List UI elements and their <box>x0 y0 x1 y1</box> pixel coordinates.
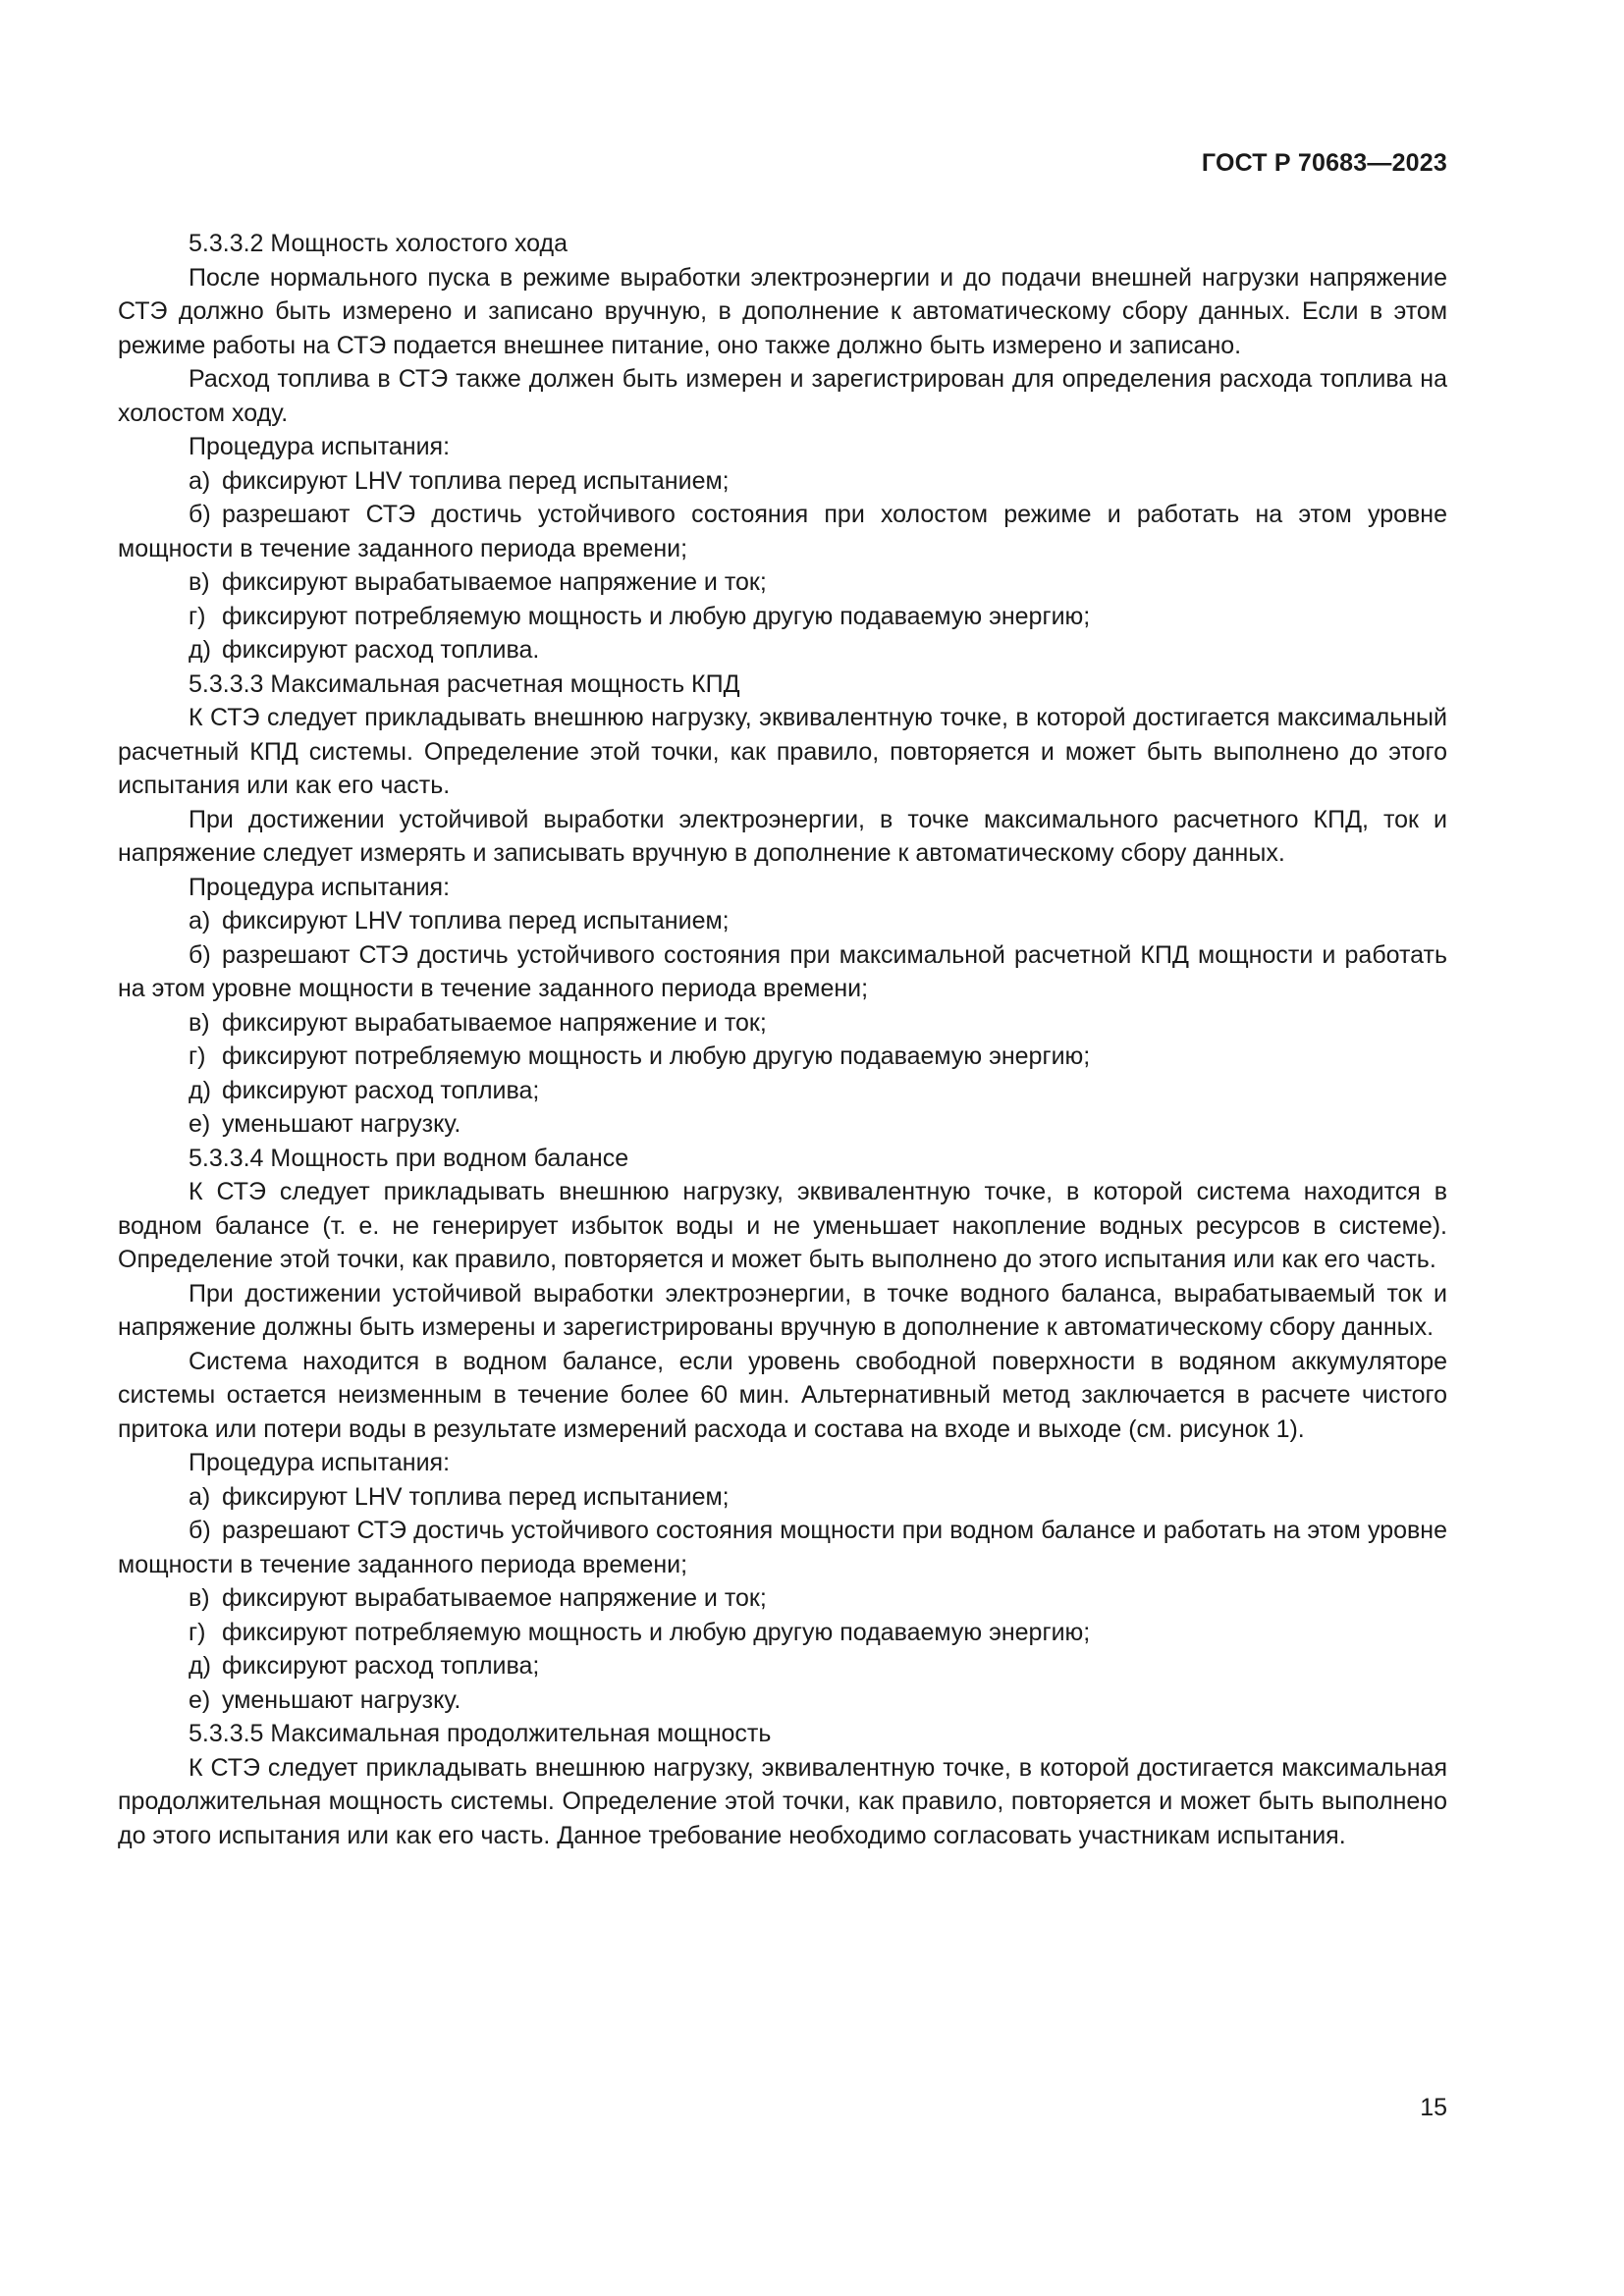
paragraph: К СТЭ следует прикладывать внешнюю нагрузку, эквивалентную точке, в которой достигается максимальная продолжительная мощность системы. Определение этой точки, как правило, повторяется и может быть выполнено до этого испытания или как его часть. Данное требование необходимо согласовать участникам испытания. <box>118 1753 1447 1849</box>
list-item-text: фиксируют вырабатываемое напряжение и ток; <box>222 568 767 596</box>
paragraph: К СТЭ следует прикладывать внешнюю нагрузку, эквивалентную точке, в которой система находится в водном балансе (т. е. не генерирует избыток воды и не уменьшает накопление водных ресурсов в системе). Определение этой точки, как правило, повторяется и может быть выполнено до этого испытания или как его часть. <box>118 1178 1447 1273</box>
section-heading: 5.3.3.4 Мощность при водном балансе <box>189 1144 629 1172</box>
list-marker: е) <box>189 1110 211 1138</box>
list-marker: г) <box>189 1618 206 1646</box>
list-item-text: разрешают СТЭ достичь устойчивого состояния при холостом режиме и работать на этом уровне мощности в течение заданного периода времени; <box>118 501 1447 562</box>
list-item-text: уменьшают нагрузку. <box>222 1685 461 1714</box>
list-item <box>118 1581 1447 1616</box>
list-item-text: фиксируют потребляемую мощность и любую другую подаваемую энергию; <box>222 602 1091 630</box>
list-item <box>118 938 1447 1006</box>
list-marker: г) <box>189 1042 206 1070</box>
list-item <box>118 1514 1447 1581</box>
page-number: 15 <box>1420 2094 1447 2121</box>
list-item <box>118 600 1447 634</box>
paragraph: Расход топлива в СТЭ также должен быть измерен и зарегистрирован для определения расхода топлива на холостом ходу. <box>118 365 1447 427</box>
procedure-label: Процедура испытания: <box>189 1449 451 1476</box>
list-item <box>118 464 1447 499</box>
list-marker: д) <box>189 1076 211 1104</box>
list-marker: г) <box>189 602 206 630</box>
list-item-text: фиксируют LHV топлива перед испытанием; <box>222 907 730 934</box>
section-heading: 5.3.3.3 Максимальная расчетная мощность КПД <box>189 669 740 698</box>
list-item-text: фиксируют расход топлива. <box>222 636 540 664</box>
list-item <box>118 1616 1447 1650</box>
section-heading: 5.3.3.2 Мощность холостого хода <box>189 230 568 257</box>
list-item <box>118 565 1447 600</box>
list-item-text: фиксируют вырабатываемое напряжение и ток; <box>222 1584 767 1612</box>
paragraph: При достижении устойчивой выработки электроэнергии, в точке максимального расчетного КПД, ток и напряжение следует измерять и записывать вручную в дополнение к автоматическому сбору данных. <box>118 805 1447 867</box>
list-item <box>118 1074 1447 1108</box>
list-item-text: фиксируют потребляемую мощность и любую другую подаваемую энергию; <box>222 1042 1091 1070</box>
paragraph: Система находится в водном балансе, если уровень свободной поверхности в водяном аккумуляторе системы остается неизменным в течение более 60 мин. Альтернативный метод заключается в расчете чистого притока или потери воды в результате измерений расхода и состава на входе и выходе (см. рисунок 1). <box>118 1347 1447 1443</box>
list-item-text: разрешают СТЭ достичь устойчивого состояния при максимальной расчетной КПД мощности и работать на этом уровне мощности в течение заданного периода времени; <box>118 940 1447 1002</box>
list-item-text: уменьшают нагрузку. <box>222 1110 461 1138</box>
list-marker: е) <box>189 1685 211 1714</box>
paragraph: После нормального пуска в режиме выработки электроэнергии и до подачи внешней нагрузки напряжение СТЭ должно быть измерено и записано вручную, в дополнение к автоматическому сбору данных. Если в этом режиме работы на СТЭ подается внешнее питание, оно также должно быть измерено и записано. <box>118 263 1447 359</box>
list-marker: а) <box>189 1482 211 1511</box>
list-marker: в) <box>189 1008 210 1037</box>
list-item <box>118 1107 1447 1142</box>
paragraph: К СТЭ следует прикладывать внешнюю нагрузку, эквивалентную точке, в которой достигается максимальный расчетный КПД системы. Определение этой точки, как правило, повторяется и может быть выполнено до этого испытания или как его часть. <box>118 704 1447 799</box>
list-item-text: фиксируют расход топлива; <box>222 1652 540 1680</box>
list-item <box>118 904 1447 938</box>
list-marker: б) <box>189 501 211 528</box>
list-item-text: фиксируют расход топлива; <box>222 1076 540 1104</box>
list-item <box>118 1040 1447 1074</box>
list-marker: д) <box>189 1652 211 1680</box>
list-item <box>118 1649 1447 1683</box>
list-item-text: фиксируют вырабатываемое напряжение и ток; <box>222 1008 767 1037</box>
list-item-text: разрешают СТЭ достичь устойчивого состояния мощности при водном балансе и работать на этом уровне мощности в течение заданного периода времени; <box>118 1517 1447 1578</box>
paragraph: При достижении устойчивой выработки электроэнергии, в точке водного баланса, вырабатываемый ток и напряжение должны быть измерены и зарегистрированы вручную в дополнение к автоматическому сбору данных. <box>118 1279 1447 1341</box>
list-marker: б) <box>189 940 211 969</box>
list-item <box>118 1006 1447 1041</box>
list-item <box>118 1683 1447 1718</box>
list-item-text: фиксируют LHV топлива перед испытанием; <box>222 1482 730 1511</box>
list-marker: а) <box>189 466 211 495</box>
document-standard-code: ГОСТ Р 70683—2023 <box>1201 149 1447 177</box>
list-marker: д) <box>189 636 211 664</box>
section-heading: 5.3.3.5 Максимальная продолжительная мощность <box>189 1720 772 1747</box>
list-item <box>118 633 1447 667</box>
list-marker: б) <box>189 1517 211 1544</box>
procedure-label: Процедура испытания: <box>189 873 451 901</box>
list-item-text: фиксируют потребляемую мощность и любую другую подаваемую энергию; <box>222 1618 1091 1646</box>
procedure-label: Процедура испытания: <box>189 433 451 460</box>
list-marker: в) <box>189 568 210 596</box>
list-marker: а) <box>189 907 211 934</box>
list-item <box>118 498 1447 565</box>
list-item-text: фиксируют LHV топлива перед испытанием; <box>222 466 730 495</box>
document-body <box>118 227 1447 1852</box>
list-marker: в) <box>189 1584 210 1612</box>
list-item <box>118 1480 1447 1515</box>
